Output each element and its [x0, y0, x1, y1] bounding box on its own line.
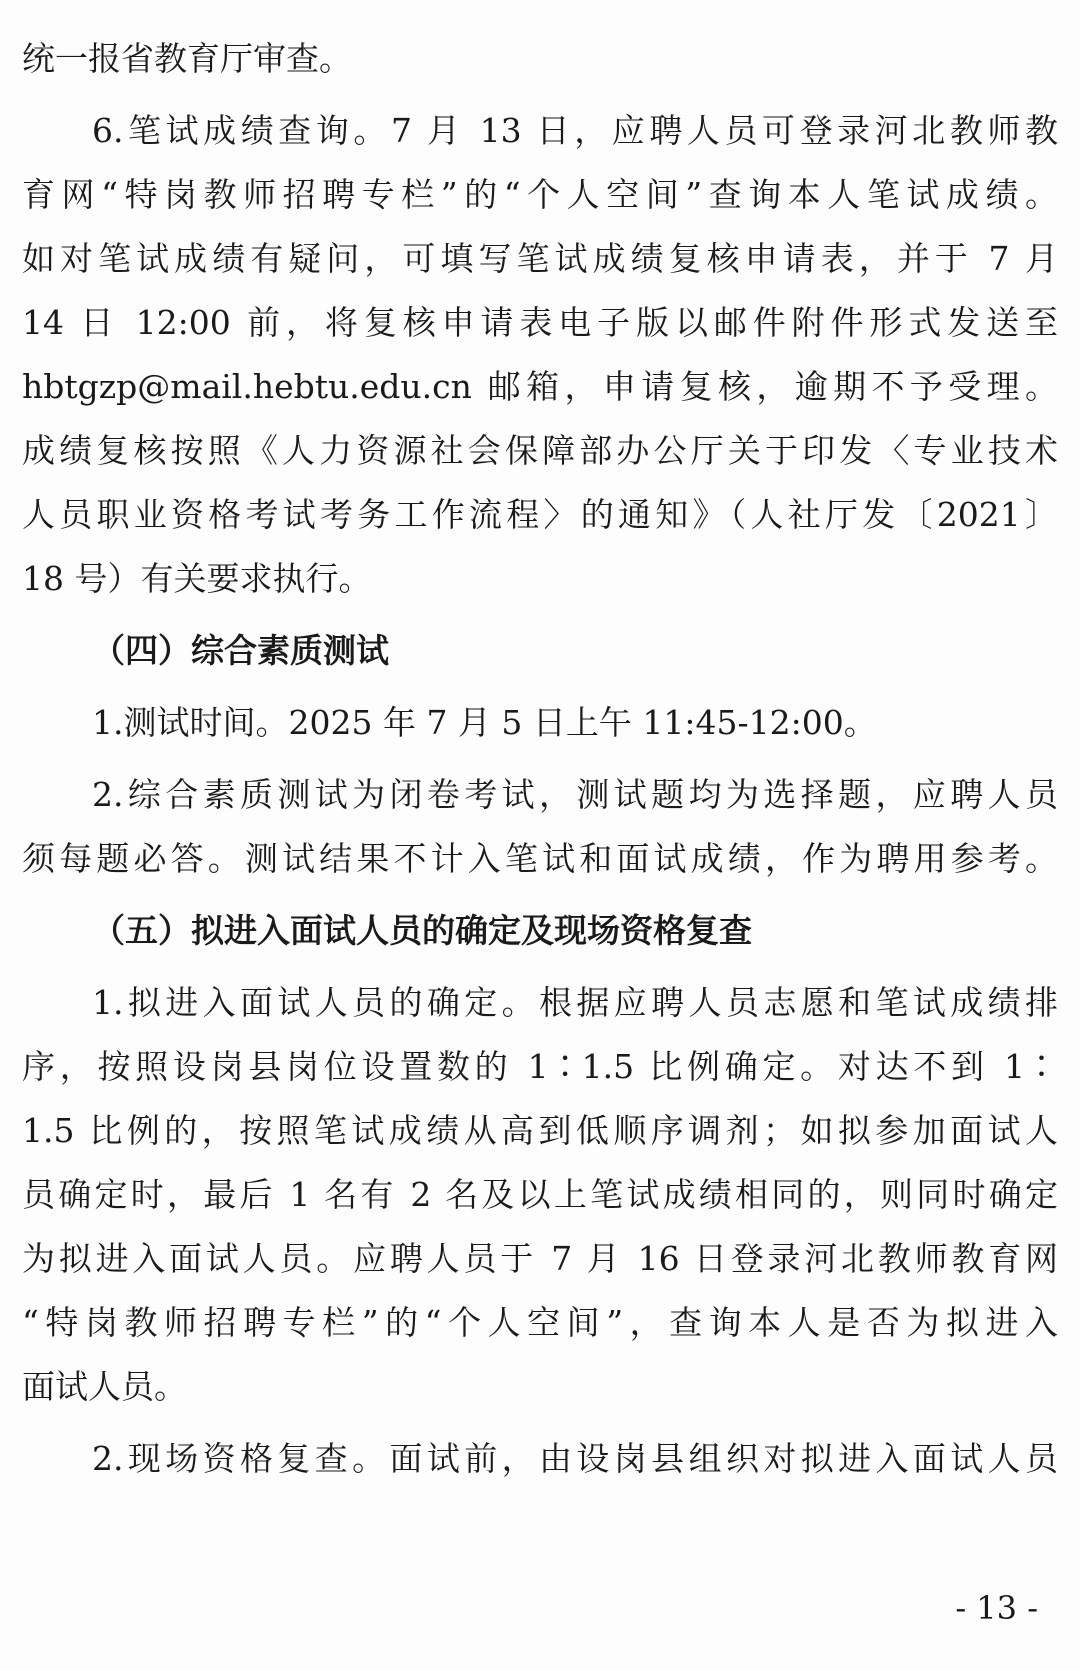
- paragraph-line: 2.综合素质测试为闭卷考试，测试题均为选择题，应聘人员: [92, 775, 1058, 814]
- paragraph-line: 为拟进入面试人员。应聘人员于 7 月 16 日登录河北教师教育网: [22, 1239, 1058, 1278]
- email-line: hbtgzp@mail.hebtu.edu.cn 邮箱，申请复核，逾期不予受理。: [22, 367, 1058, 406]
- paragraph-line: 1.拟进入面试人员的确定。根据应聘人员志愿和笔试成绩排: [92, 983, 1058, 1022]
- paragraph-line: 序，按照设岗县岗位设置数的 1∶1.5 比例确定。对达不到 1∶: [22, 1047, 1058, 1086]
- section-heading-five: （五）拟进入面试人员的确定及现场资格复查: [92, 911, 752, 950]
- paragraph-line: 如对笔试成绩有疑问，可填写笔试成绩复核申请表，并于 7 月: [22, 239, 1058, 278]
- paragraph-line: 育网“特岗教师招聘专栏”的“个人空间”查询本人笔试成绩。: [22, 175, 1058, 214]
- paragraph-line: 人员职业资格考试考务工作流程〉的通知》（人社厅发〔2021〕: [22, 495, 1058, 534]
- paragraph-line: 2.现场资格复查。面试前，由设岗县组织对拟进入面试人员: [92, 1439, 1058, 1478]
- paragraph-line: 1.5 比例的，按照笔试成绩从高到低顺序调剂；如拟参加面试人: [22, 1111, 1058, 1150]
- paragraph-line: 6.笔试成绩查询。7 月 13 日，应聘人员可登录河北教师教: [92, 111, 1058, 150]
- page-number: - 13 -: [955, 1589, 1038, 1627]
- section-heading-four: （四）综合素质测试: [92, 631, 389, 670]
- paragraph-line: 员确定时，最后 1 名有 2 名及以上笔试成绩相同的，则同时确定: [22, 1175, 1058, 1214]
- paragraph-line: 18 号）有关要求执行。: [22, 559, 372, 598]
- paragraph-line: 成绩复核按照《人力资源社会保障部办公厅关于印发〈专业技术: [22, 431, 1058, 470]
- paragraph-line: 14 日 12:00 前，将复核申请表电子版以邮件附件形式发送至: [22, 303, 1058, 342]
- paragraph-line: 面试人员。: [22, 1367, 187, 1406]
- paragraph-line: 统一报省教育厅审查。: [22, 39, 352, 78]
- paragraph-line: 须每题必答。测试结果不计入笔试和面试成绩，作为聘用参考。: [22, 839, 1058, 878]
- paragraph-line: “特岗教师招聘专栏”的“个人空间”，查询本人是否为拟进入: [22, 1303, 1058, 1342]
- paragraph-line: 1.测试时间。2025 年 7 月 5 日上午 11:45-12:00。: [92, 703, 877, 742]
